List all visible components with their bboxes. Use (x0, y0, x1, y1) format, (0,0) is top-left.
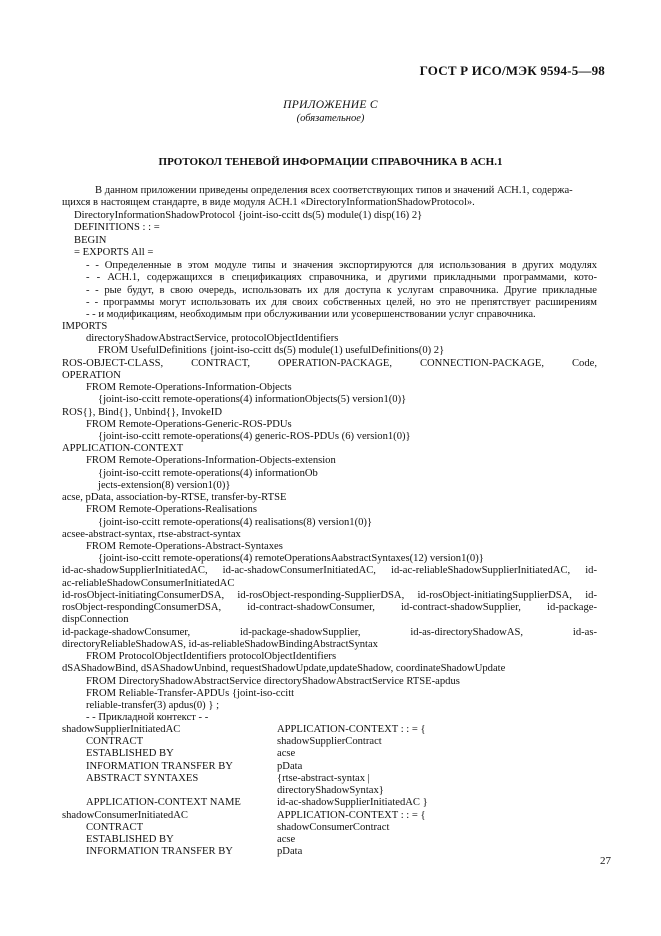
document-line: DEFINITIONS : : = (74, 222, 160, 233)
document-line: FROM Remote-Operations-Generic-ROS-PDUs (86, 419, 292, 430)
document-line: ROS{}, Bind{}, Unbind{}, InvokeID (62, 407, 222, 418)
table-right-cell: shadowSupplierContract (277, 736, 382, 747)
document-line: - - рые будут, в свою очередь, использовать их для доступа к услугам справочника. Другие прикладные (86, 285, 597, 296)
table-left-cell: ESTABLISHED BY (86, 834, 174, 845)
document-line: acsee-abstract-syntax, rtse-abstract-syntax (62, 529, 241, 540)
document-line: OPERATION (62, 370, 121, 381)
document-line: {joint-iso-ccitt remote-operations(4) remoteOperationsAabstractSyntaxes(12) version1(0)} (98, 553, 484, 564)
table-right-cell: {rtse-abstract-syntax | (277, 773, 370, 784)
document-line: id-rosObject-initiatingConsumerDSA, id-rosObject-responding-SupplierDSA, id-rosObject-initiatingSupplierDSA, id- (62, 590, 597, 601)
document-line: FROM UsefulDefinitions {joint-iso-ccitt ds(5) module(1) usefulDefinitions(0) 2} (98, 345, 445, 356)
document-line: FROM Reliable-Transfer-APDUs {joint-iso-ccitt (86, 688, 295, 699)
document-line: - - и модификациям, необходимым при обслуживании или усовершенствовании услуг справочника. (86, 309, 536, 320)
table-left-cell: CONTRACT (86, 822, 144, 833)
document-line: - - Определенные в этом модуле типы и значения экспортируются для использования в других модулях (86, 260, 597, 271)
document-line: {joint-iso-ccitt remote-operations(4) informationOb (98, 468, 318, 479)
table-right-cell: shadowConsumerContract (277, 822, 390, 833)
table-right-cell: APPLICATION-CONTEXT : : = { (277, 810, 426, 821)
document-line: IMPORTS (62, 321, 108, 332)
document-line: dSAShadowBind, dSAShadowUnbind, requestShadowUpdate,updateShadow, coordinateShadowUpdate (62, 663, 506, 674)
document-line: dispConnection (62, 614, 129, 625)
document-line: ac-reliableShadowConsumerInitiatedAC (62, 578, 235, 589)
table-left-cell: ABSTRACT SYNTAXES (86, 773, 199, 784)
document-line: acse, pData, association-by-RTSE, transfer-by-RTSE (62, 492, 287, 503)
section-title: ПРОТОКОЛ ТЕНЕВОЙ ИНФОРМАЦИИ СПРАВОЧНИКА В АСН.1 (158, 156, 503, 168)
document-line: = EXPORTS All = (74, 247, 154, 258)
table-right-cell: directoryShadowSyntax} (277, 785, 384, 796)
document-line: {joint-iso-ccitt remote-operations(4) realisations(8) version1(0)} (98, 517, 373, 528)
document-line: BEGIN (74, 235, 107, 246)
document-line: - - АСН.1, содержащихся в спецификациях справочника, и другими прикладными программами, кото- (86, 272, 597, 283)
document-line: jects-extension(8) version1(0)} (98, 480, 231, 491)
document-line: directoryShadowAbstractService, protocolObjectIdentifiers (86, 333, 339, 344)
document-line: reliable-transfer(3) apdus(0) } ; (86, 700, 220, 711)
appendix-title: ПРИЛОЖЕНИЕ С (283, 99, 378, 111)
document-line: DirectoryInformationShadowProtocol {joint-iso-ccitt ds(5) module(1) disp(16) 2} (74, 210, 423, 221)
standard-header: ГОСТ Р ИСО/МЭК 9594-5—98 (419, 63, 605, 78)
table-right-cell: pData (277, 846, 303, 857)
table-left-cell: shadowSupplierInitiatedAC (62, 724, 181, 735)
table-right-cell: APPLICATION-CONTEXT : : = { (277, 724, 426, 735)
document-line: - - программы могут использовать их для своих собственных целей, но это не препятствует расширениям (86, 297, 597, 308)
document-line: FROM ProtocolObjectIdentifiers protocolObjectIdentifiers (86, 651, 337, 662)
document-line: APPLICATION-CONTEXT (62, 443, 184, 454)
table-left-cell: INFORMATION TRANSFER BY (86, 846, 233, 857)
document-line: FROM Remote-Operations-Realisations (86, 504, 257, 515)
table-right-cell: id-ac-shadowSupplierInitiatedAC } (277, 797, 428, 808)
appendix-subtitle: (обязательное) (296, 113, 365, 124)
document-line: directoryReliableShadowAS, id-as-reliableShadowBindingAbstractSyntax (62, 639, 378, 650)
document-line: rosObject-respondingConsumerDSA, id-contract-shadowConsumer, id-contract-shadowSupplier, id-package- (62, 602, 597, 613)
document-line: {joint-iso-ccitt remote-operations(4) generic-ROS-PDUs (6) version1(0)} (98, 431, 411, 442)
table-right-cell: pData (277, 761, 303, 772)
table-left-cell: INFORMATION TRANSFER BY (86, 761, 233, 772)
table-left-cell: APPLICATION-CONTEXT NAME (86, 797, 241, 808)
document-line: FROM DirectoryShadowAbstractService directoryShadowAbstractService RTSE-apdus (86, 676, 460, 687)
document-line: щихся в настоящем стандарте, в виде модуля АСН.1 «DirectoryInformationShadowProtocol». (62, 197, 475, 208)
document-line: FROM Remote-Operations-Information-Objects (86, 382, 292, 393)
table-left-cell: ESTABLISHED BY (86, 748, 174, 759)
document-line: id-package-shadowConsumer, id-package-shadowSupplier, id-as-directoryShadowAS, id-as- (62, 627, 597, 638)
page-number: 27 (600, 855, 611, 867)
document-line: {joint-iso-ccitt remote-operations(4) informationObjects(5) version1(0)} (98, 394, 407, 405)
table-right-cell: acse (277, 834, 296, 845)
document-line: id-ac-shadowSupplierInitiatedAC, id-ac-shadowConsumerInitiatedAC, id-ac-reliableShadowSupplierInitiatedAC, id- (62, 565, 597, 576)
document-line: FROM Remote-Operations-Abstract-Syntaxes (86, 541, 283, 552)
document-line: ROS-OBJECT-CLASS, CONTRACT, OPERATION-PACKAGE, CONNECTION-PACKAGE, Code, (62, 358, 597, 369)
table-right-cell: acse (277, 748, 296, 759)
document-line: - - Прикладной контекст - - (86, 712, 209, 723)
table-left-cell: shadowConsumerInitiatedAC (62, 810, 188, 821)
table-left-cell: CONTRACT (86, 736, 144, 747)
document-line: В данном приложении приведены определения всех соответствующих типов и значений АСН.1, содержа- (95, 185, 573, 196)
document-line: FROM Remote-Operations-Information-Objects-extension (86, 455, 336, 466)
